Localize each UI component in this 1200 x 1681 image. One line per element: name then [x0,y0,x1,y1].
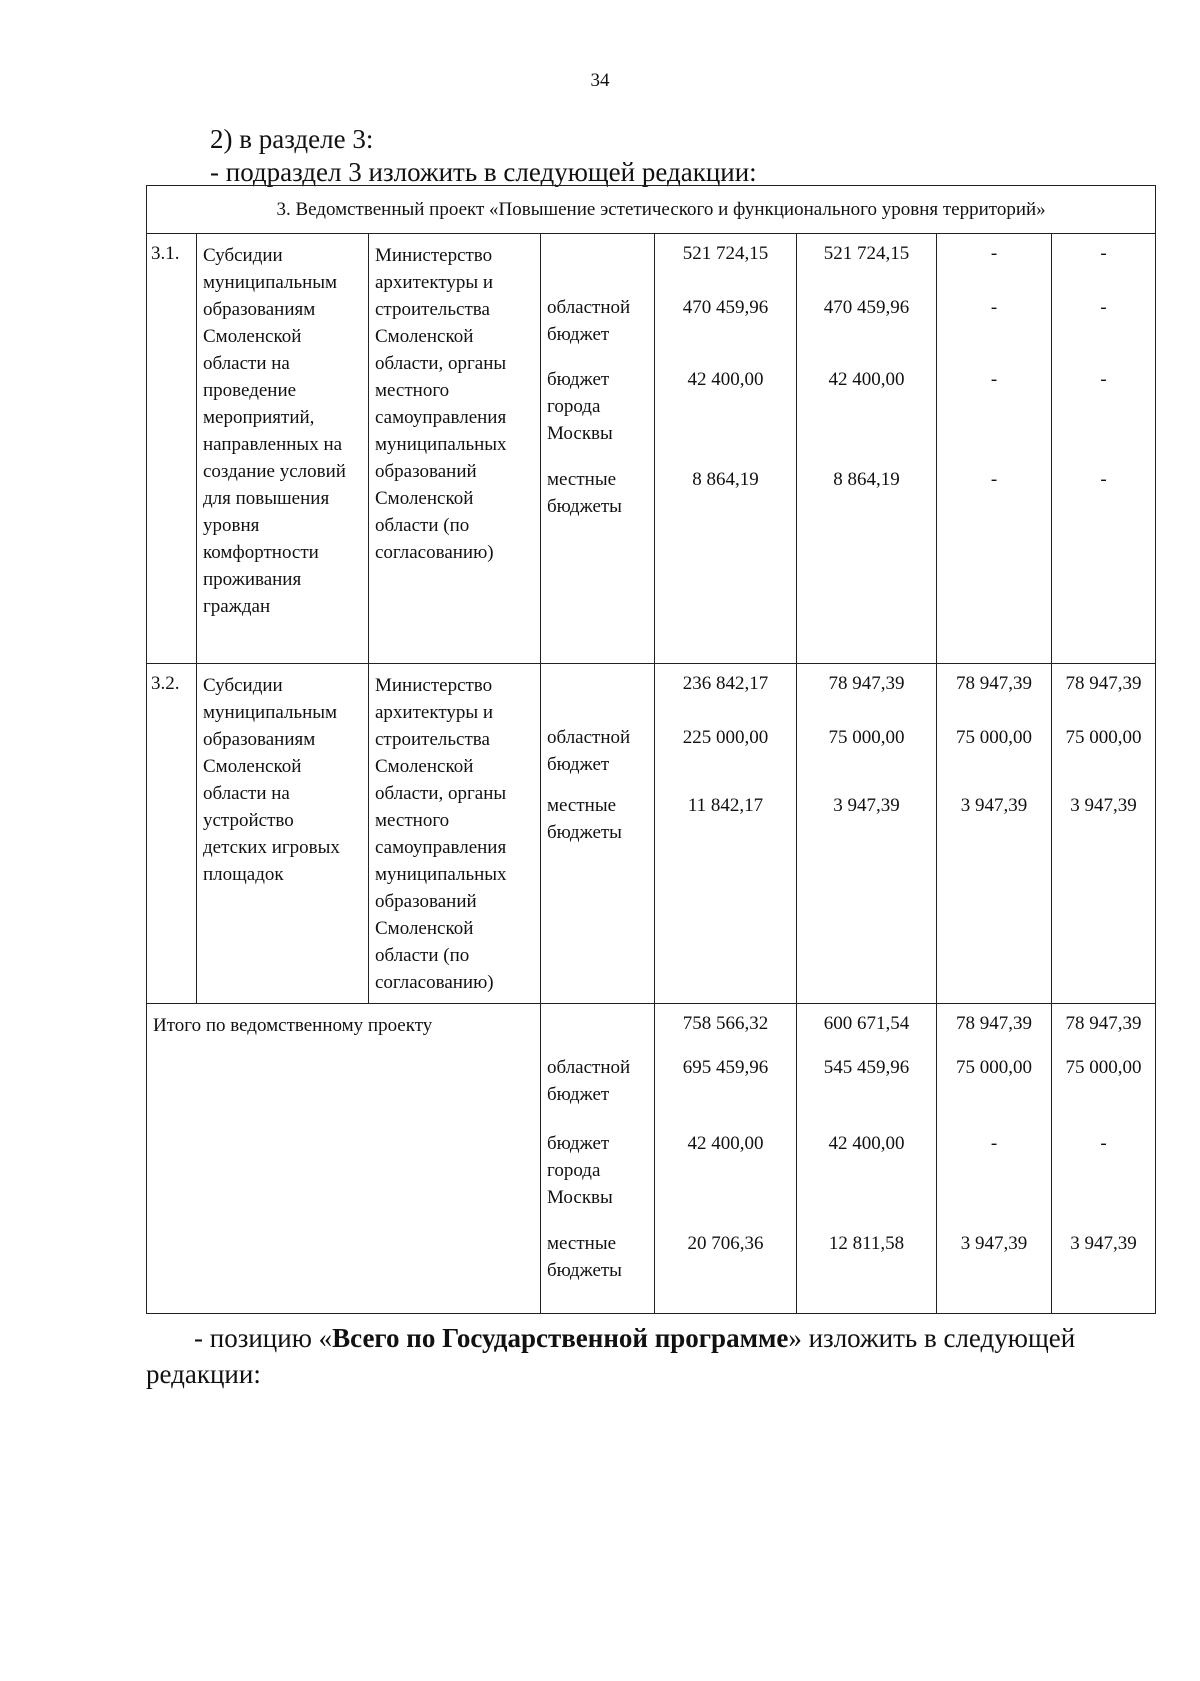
row-values-1 [655,664,797,1004]
amount-value: 42 400,00 [828,1133,905,1154]
row-values-2 [797,664,937,1004]
row-number: 3.1. [147,234,197,664]
amount-value: - [990,243,998,264]
row-responsible: Министерство архитектуры и строительства Смоленской области, органы местного самоуправления муниципальных образований Смоленской области (по согласованию) [369,234,541,664]
funding-source: бюджет города Москвы [547,369,613,444]
amount-value: - [990,469,998,490]
amount-value: 758 566,32 [682,1013,769,1034]
amount-value: 3 947,39 [960,795,1028,816]
row-values-3 [937,664,1052,1004]
row-values-4 [1052,664,1156,1004]
amount-value: 20 706,36 [687,1233,764,1254]
amount-value: 695 459,96 [682,1057,769,1078]
amount-value: - [990,297,998,318]
amount-value: 3 947,39 [1070,1233,1137,1254]
amount-value: - [1100,369,1107,390]
row-sources [541,664,655,1004]
table-row [147,664,1156,1004]
row-values-2 [797,234,937,664]
amount-value: 3 947,39 [960,1233,1028,1254]
total-values-4 [1052,1004,1156,1314]
amount-value: 75 000,00 [1065,727,1142,748]
amount-value: - [1100,243,1107,264]
row-number: 3.2. [147,664,197,1004]
section-header-row [147,186,1156,234]
amount-value: 236 842,17 [682,673,769,694]
amount-value: - [1100,297,1107,318]
funding-source: областной бюджет [547,727,631,775]
row-responsible: Министерство архитектуры и строительства Смоленской области, органы местного самоуправления муниципальных образований Смоленской области (по согласованию) [369,664,541,1004]
row-values-4 [1052,234,1156,664]
row-name: Субсидии муниципальным образованиям Смоленской области на проведение мероприятий, направленных на создание условий для повышения уровня комфортности проживания граждан [197,234,369,664]
amount-value: 75 000,00 [1065,1057,1142,1078]
table-row [147,234,1156,664]
amount-value: 75 000,00 [956,1057,1032,1078]
amount-value: 600 671,54 [823,1013,910,1034]
amount-value: 42 400,00 [687,369,764,390]
funding-source: местные бюджеты [547,1233,622,1281]
funding-source: местные бюджеты [547,469,622,517]
amount-value: 8 864,19 [833,469,900,490]
total-values-2 [797,1004,937,1314]
funding-source: областной бюджет [547,1057,631,1105]
amount-value: - [1100,469,1107,490]
amount-value: 521 724,15 [823,243,910,264]
row-name: Субсидии муниципальным образованиям Смоленской области на устройство детских игровых площадок [197,664,369,1004]
amount-value: 42 400,00 [687,1133,764,1154]
amount-value: 78 947,39 [828,673,905,694]
total-values-1 [655,1004,797,1314]
funding-source: областной бюджет [547,297,631,345]
outro-paragraph [146,1320,1156,1392]
amount-value: 75 000,00 [956,727,1032,748]
total-sources [541,1004,655,1314]
total-row [147,1004,1156,1314]
amount-value: 78 947,39 [1065,1013,1142,1034]
amount-value: 521 724,15 [682,243,769,264]
total-values-3 [937,1004,1052,1314]
amount-value: 470 459,96 [682,297,769,318]
amount-value: 42 400,00 [828,369,905,390]
amount-value: 3 947,39 [1070,795,1137,816]
funding-source: бюджет города Москвы [547,1133,613,1208]
outro-suffix: » изложить в следующей редакции: [146,1323,1076,1389]
amount-value: 11 842,17 [687,795,764,816]
amount-value: 3 947,39 [833,795,900,816]
funding-source: местные бюджеты [547,795,622,843]
row-values-1 [655,234,797,664]
amount-value: 78 947,39 [956,1013,1032,1034]
amount-value: - [990,369,998,390]
amount-value: - [1100,1133,1107,1154]
amount-value: 545 459,96 [823,1057,910,1078]
row-values-3 [937,234,1052,664]
amount-value: - [990,1133,998,1154]
amount-value: 12 811,58 [828,1233,905,1254]
intro-line-2: - подраздел 3 изложить в следующей редакции: [210,157,757,187]
amount-value: 8 864,19 [692,469,759,490]
page-number: 34 [590,70,610,91]
amount-value: 75 000,00 [828,727,905,748]
outro-prefix: - позицию « [194,1323,333,1353]
section-title: 3. Ведомственный проект «Повышение эстетического и функционального уровня территорий» [147,186,1156,234]
budget-table [146,185,1156,1314]
amount-value: 470 459,96 [823,297,910,318]
amount-value: 78 947,39 [956,673,1032,694]
total-label: Итого по ведомственному проекту [147,1004,541,1314]
row-sources [541,234,655,664]
intro-line-1: 2) в разделе 3: [210,124,374,154]
amount-value: 78 947,39 [1065,673,1142,694]
outro-bold: Всего по Государственной программе [332,1323,789,1353]
amount-value: 225 000,00 [682,727,769,748]
